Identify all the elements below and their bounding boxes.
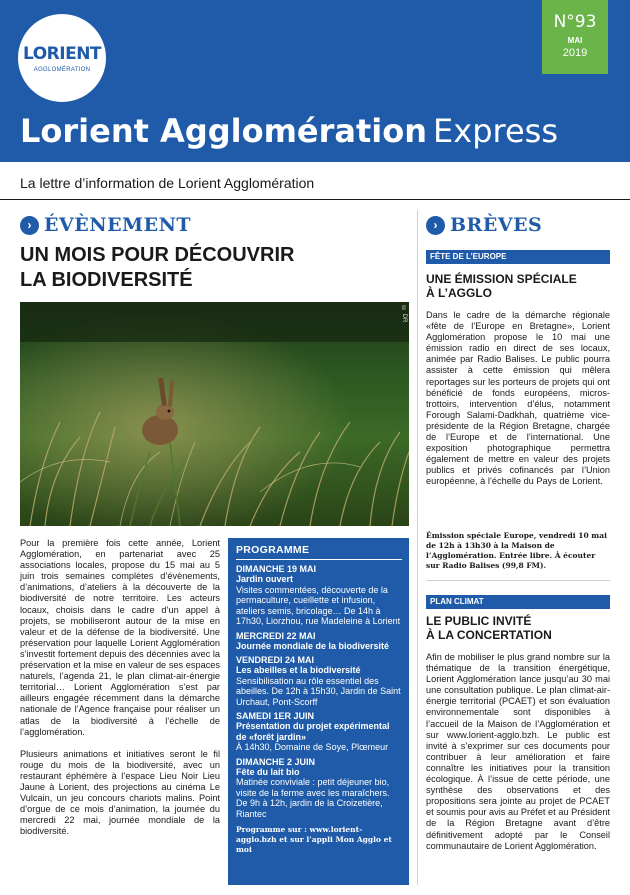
- issue-year: 2019: [562, 47, 588, 59]
- article-title: [20, 243, 294, 293]
- article-paragraph-2: Plusieurs animations et initiatives seront le fil rouge du mois de la biodiversité, avec un restaurant éphémère à l’espace Lieu Noir Lieu Jaune à Lorient, des projections au cinéma Le Vulcain, un jeu concours chariots malins. Point d’orgue de ce mois d’animation, la journée du mercredi 22 mai, journée mondiale de la biodiversité.: [20, 748, 220, 837]
- photo-credit: © DR: [401, 306, 407, 323]
- chevron-right-icon: ›: [426, 216, 445, 235]
- programme-title: PROGRAMME: [236, 544, 310, 556]
- hare-photo: [20, 302, 409, 526]
- hare-in-grass-image: [20, 302, 409, 526]
- article-title-line2: LA BIODIVERSITÉ: [20, 269, 193, 291]
- programme-desc: À 14h30, Domaine de Soye, Plœmeur: [236, 742, 389, 752]
- programme-event: Fête du lait bio: [236, 766, 300, 777]
- programme-rule: [236, 559, 402, 560]
- chevron-right-icon: ›: [20, 216, 39, 235]
- brief-body-climat: Afin de mobiliser le plus grand nombre sur la thématique de la transition énergétique, Lorient Agglomération lance jusqu’au 30 mai une consultation publique. Le plan climat-air-énergie territorial (PCAET) et son évaluation environnementale sont disponibles à l’accueil de la Maison de l’Agglomération et sur www.lorient-agglo.bzh. Le public est invité à s’exprimer sur ces documents pour contribuer à leur amélioration et faire connaître les initiatives pour la transition écologique. À l’issue de cette période, une synthèse des observations et des propositions sera jointe au projet de PCAET et soumis pour avis au Préfet et au Président de la Région Bretagne avant d’être définitivement adopté par le Conseil communautaire de Lorient Agglomération.: [426, 652, 610, 851]
- publication-title-express: Express: [433, 112, 558, 150]
- issue-number: N°93: [553, 12, 597, 32]
- programme-day: SAMEDI 1ER JUIN: [236, 711, 315, 721]
- programme-event: Présentation du projet expérimental de «forêt jardin»: [236, 721, 390, 742]
- brief-body-europe: Dans le cadre de la démarche régionale «fête de l’Europe en Bretagne», Lorient Agglomération propose le 10 mai une émission radio en direct de ses locaux, animée par Radio Balises. Le public pourra assister à cette émission qui mêlera reportages sur les porteurs de projets qui ont bénéficié de fonds européens, micros-trottoirs, intervention d’élus, notamment Forough Salami-Dadkhah, quatrième vice-présidente de la Région Bretagne, chargée de l’Europe et de l’international. Une exposition photographique permettra également de mettre en valeur des projets publics et privés cofinancés par l’Union européenne, à l’échelle du Pays de Lorient.: [426, 310, 610, 487]
- publication-subtitle: La lettre d’information de Lorient Agglomération: [20, 175, 315, 191]
- programme-event: Les abeilles et la biodiversité: [236, 665, 361, 675]
- article-title-line1: UN MOIS POUR DÉCOUVRIR: [20, 244, 295, 266]
- masthead-banner: [0, 0, 630, 162]
- publication-title: [20, 112, 558, 150]
- brief-title-europe-line1: UNE ÉMISSION SPÉCIALE: [426, 272, 577, 286]
- lorient-logo[interactable]: [18, 14, 106, 102]
- article-body: [20, 538, 220, 848]
- brief-title-climat-line2: À LA CONCERTATION: [426, 627, 552, 642]
- brief-title-europe: [426, 273, 577, 300]
- tag-plan-climat: PLAN CLIMAT: [426, 595, 610, 609]
- section-header-breves: [426, 214, 542, 236]
- brief-title-climat: [426, 615, 552, 642]
- programme-day: MERCREDI 22 MAI: [236, 630, 316, 641]
- programme-box: [228, 538, 409, 885]
- article-paragraph-1: Pour la première fois cette année, Lorient Agglomération, en partenariat avec 25 associations locales, propose du 15 mai au 5 juin trois semaines complètes d’évènements, d’animations, d’ateliers à la découverte de la biodiversité de notre territoire. Les acteurs locaux, choisis dans le cadre d’un appel à projets, se mobiliseront autour de la mise en valeur et de la défense de la biodiversité. Une préservation pour laquelle Lorient Agglomération s’investit fortement depuis des décennies avec la préservation et la mise en valeur de ses espaces naturels, l’agenda 21, le plan climat-air-énergie territorial… Lorient Agglomération s’est par ailleurs engagée récemment dans la démarche nationale de l’Agence française pour réaliser un atlas de la biodiversité à l’échelle de l’agglomération.: [20, 538, 220, 737]
- brief-note-europe: Émission spéciale Europe, vendredi 10 mai de 12h à 13h30 à la Maison de l’Agglomération. Entrée libre. À écouter sur Radio Balises (99,8 FM).: [426, 531, 607, 570]
- programme-day: DIMANCHE 2 JUIN: [236, 756, 316, 767]
- issue-month: MAI: [567, 36, 583, 45]
- brief-title-europe-line2: À L’AGGLO: [426, 285, 492, 300]
- brief-separator: [426, 580, 610, 581]
- programme-day: DIMANCHE 19 MAI: [236, 564, 317, 574]
- publication-title-main: Lorient Agglomération: [20, 112, 428, 150]
- programme-desc: Sensibilisation au rôle essentiel des abeilles. De 12h à 15h30, Jardin de Saint Urchaut, Pont-Scorff: [236, 675, 401, 707]
- tag-fete-europe: FÊTE DE L’EUROPE: [426, 250, 610, 264]
- programme-desc: Visites commentées, découverte de la permaculture, cueillette et infusion, ateliers semis, bricolage… De 14h à 17h30, Liorzhou, rue Madeleine à Lorient: [236, 584, 401, 626]
- brief-title-climat-line1: LE PUBLIC INVITÉ: [426, 614, 532, 628]
- programme-event: Journée mondiale de la biodiversité: [236, 640, 390, 651]
- logo-subtext: AGGLOMÉRATION: [33, 67, 91, 73]
- programme-event: Jardin ouvert: [236, 574, 294, 584]
- section-label-breves: BRÈVES: [450, 214, 543, 236]
- section-header-evenement: [20, 214, 191, 236]
- column-divider: [417, 210, 418, 885]
- programme-day: VENDREDI 24 MAI: [236, 655, 315, 665]
- issue-badge: [542, 0, 608, 74]
- section-label-evenement: ÉVÈNEMENT: [44, 214, 192, 236]
- programme-footer: Programme sur : www.lorient-agglo.bzh et sur l’appli Mon Agglo et moi: [236, 825, 392, 854]
- header-divider: [0, 199, 630, 200]
- logo-text: LORIENT: [22, 44, 102, 64]
- programme-desc: Matinée conviviale : petit déjeuner bio, visite de la ferme avec les maraîchers. De 9h à 12h, jardin de la Croizetière, Riantec: [236, 777, 390, 819]
